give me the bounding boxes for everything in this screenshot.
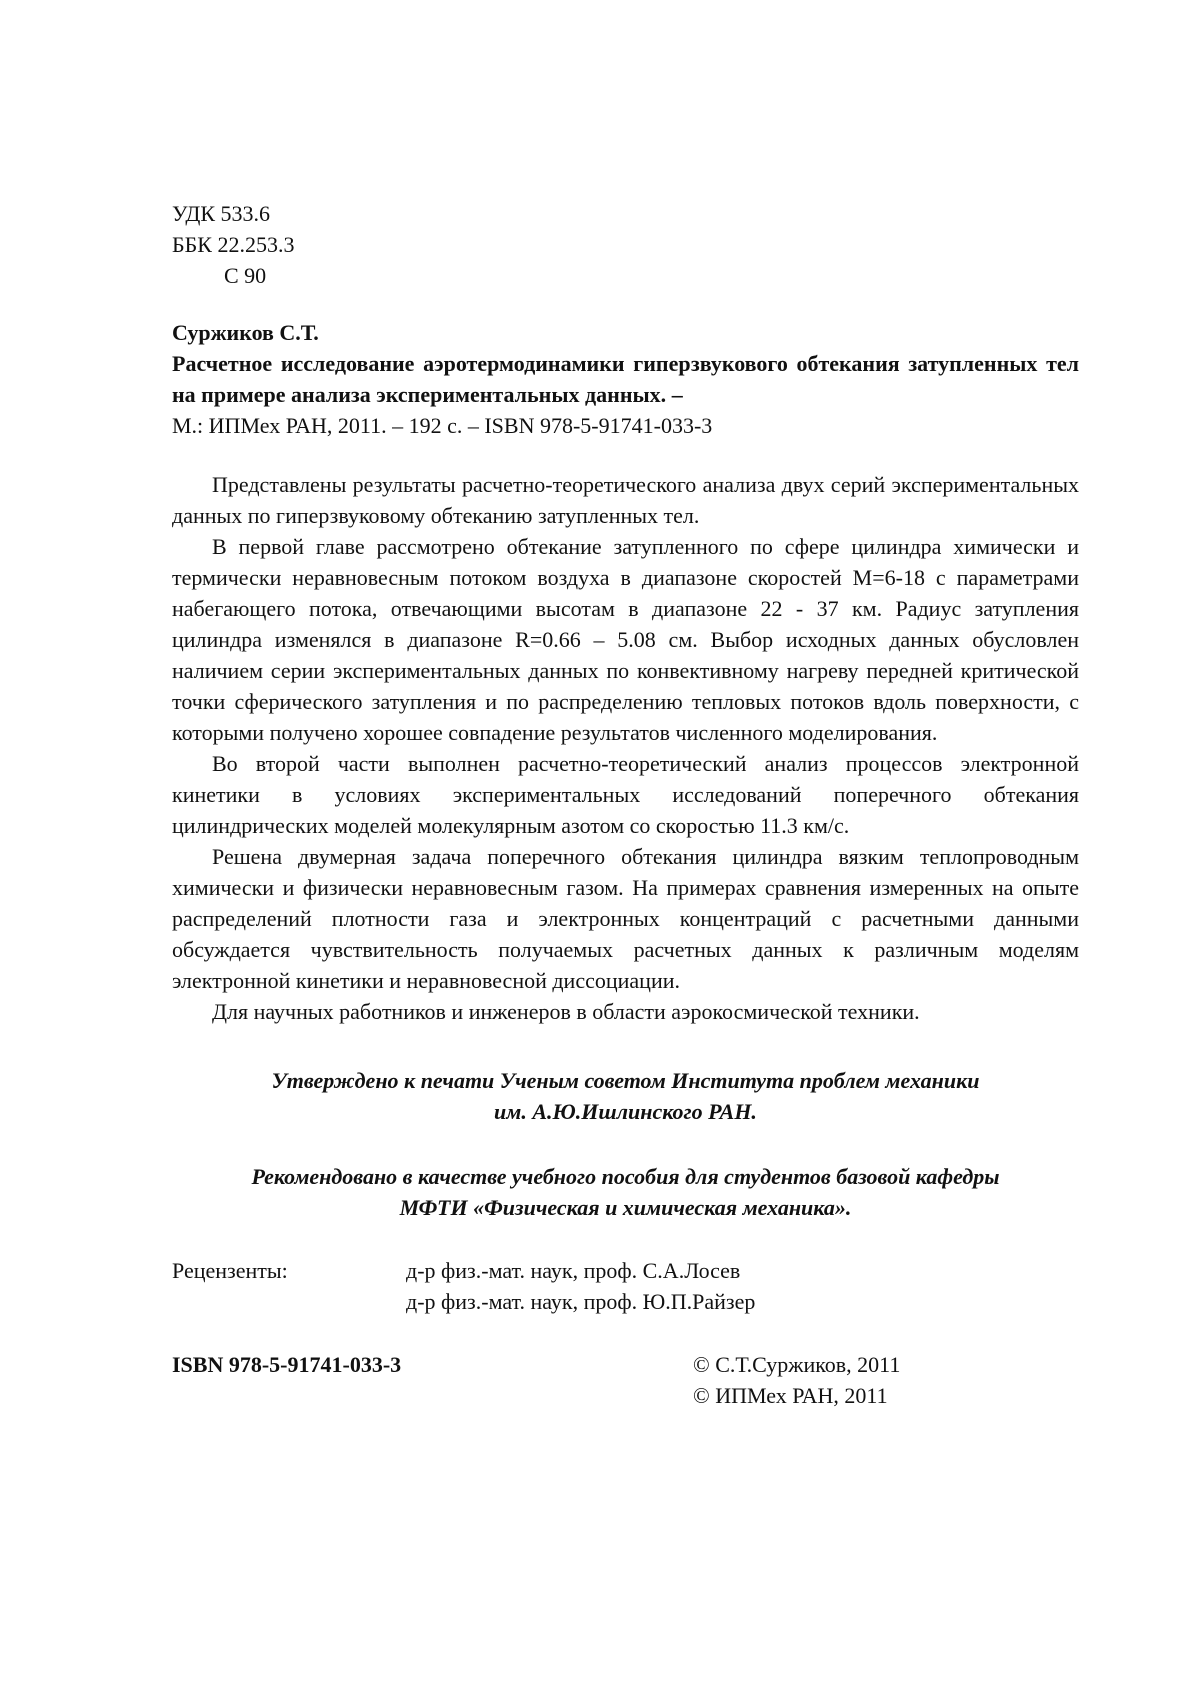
recommendation-line: МФТИ «Физическая и химическая механика». [399,1195,852,1220]
reviewers-list [406,1255,755,1317]
udk-code: УДК 533.6 [172,201,271,226]
abstract-paragraph: В первой главе рассмотрено обтекание затупленного по сфере цилиндра химически и термически неравновесным потоком воздуха в диапазоне скоростей M=6-18 с параметрами набегающего потока, отвечающими высотам в диапазоне 22 - 37 км. Радиус затупления цилиндра изменялся в диапазоне R=0.66 – 5.08 см. Выбор исходных данных обусловлен наличием серии экспериментальных данных по конвективному нагреву передней критической точки сферического затупления и по распределению тепловых потоков вдоль поверхности, с которыми получено хорошее совпадение результатов численного моделирования. [172,534,1079,745]
book-title [172,348,1079,410]
book-title-text: Расчетное исследование аэротермодинамики гиперзвукового обтекания затупленных тел на примере анализа экспериментальных данных. [172,351,1079,407]
bibliographic-record [172,317,1079,441]
recommendation-note [172,1161,1079,1223]
copyright-block [693,1349,1079,1411]
copyright-line: © ИПМех РАН, 2011 [693,1383,888,1408]
abstract-paragraph: Решена двумерная задача поперечного обтекания цилиндра вязким теплопроводным химически и физически неравновесным газом. На примерах сравнения измеренных на опыте распределений плотности газа и электронных концентраций с расчетными данными обсуждается чувствительность получаемых расчетных данных к различным моделям электронной кинетики и неравновесной диссоциации. [172,844,1079,993]
reviewers [172,1255,1079,1317]
approval-note [172,1065,1079,1127]
classification-codes [172,198,1079,291]
isbn: ISBN 978-5-91741-033-3 [172,1352,402,1377]
recommendation-line: Рекомендовано в качестве учебного пособия для студентов базовой кафедры [251,1164,1000,1189]
author-name: Суржиков С.Т. [172,320,319,345]
bbk-code: ББК 22.253.3 [172,232,295,257]
approval-line: им. А.Ю.Ишлинского РАН. [494,1099,757,1124]
document-page [172,198,1079,1411]
title-dash: – [666,382,683,407]
abstract-paragraph: Во второй части выполнен расчетно-теоретический анализ процессов электронной кинетики в условиях экспериментальных исследований поперечного обтекания цилиндрических моделей молекулярным азотом со скоростью 11.3 км/с. [172,751,1079,838]
footer [172,1349,1079,1411]
abstract-paragraph: Для научных работников и инженеров в области аэрокосмической техники. [212,999,920,1024]
imprint: М.: ИПМех РАН, 2011. – 192 с. – ISBN 978-5-91741-033-3 [172,413,713,438]
approval-line: Утверждено к печати Ученым советом Института проблем механики [271,1068,980,1093]
author-mark: С 90 [224,263,267,288]
abstract-paragraph: Представлены результаты расчетно-теоретического анализа двух серий экспериментальных данных по гиперзвуковому обтеканию затупленных тел. [172,472,1079,528]
reviewers-label: Рецензенты: [172,1258,288,1283]
reviewer: д-р физ.-мат. наук, проф. С.А.Лосев [406,1258,741,1283]
abstract [172,469,1079,1027]
reviewer: д-р физ.-мат. наук, проф. Ю.П.Райзер [406,1289,756,1314]
copyright-line: © С.Т.Суржиков, 2011 [693,1352,901,1377]
